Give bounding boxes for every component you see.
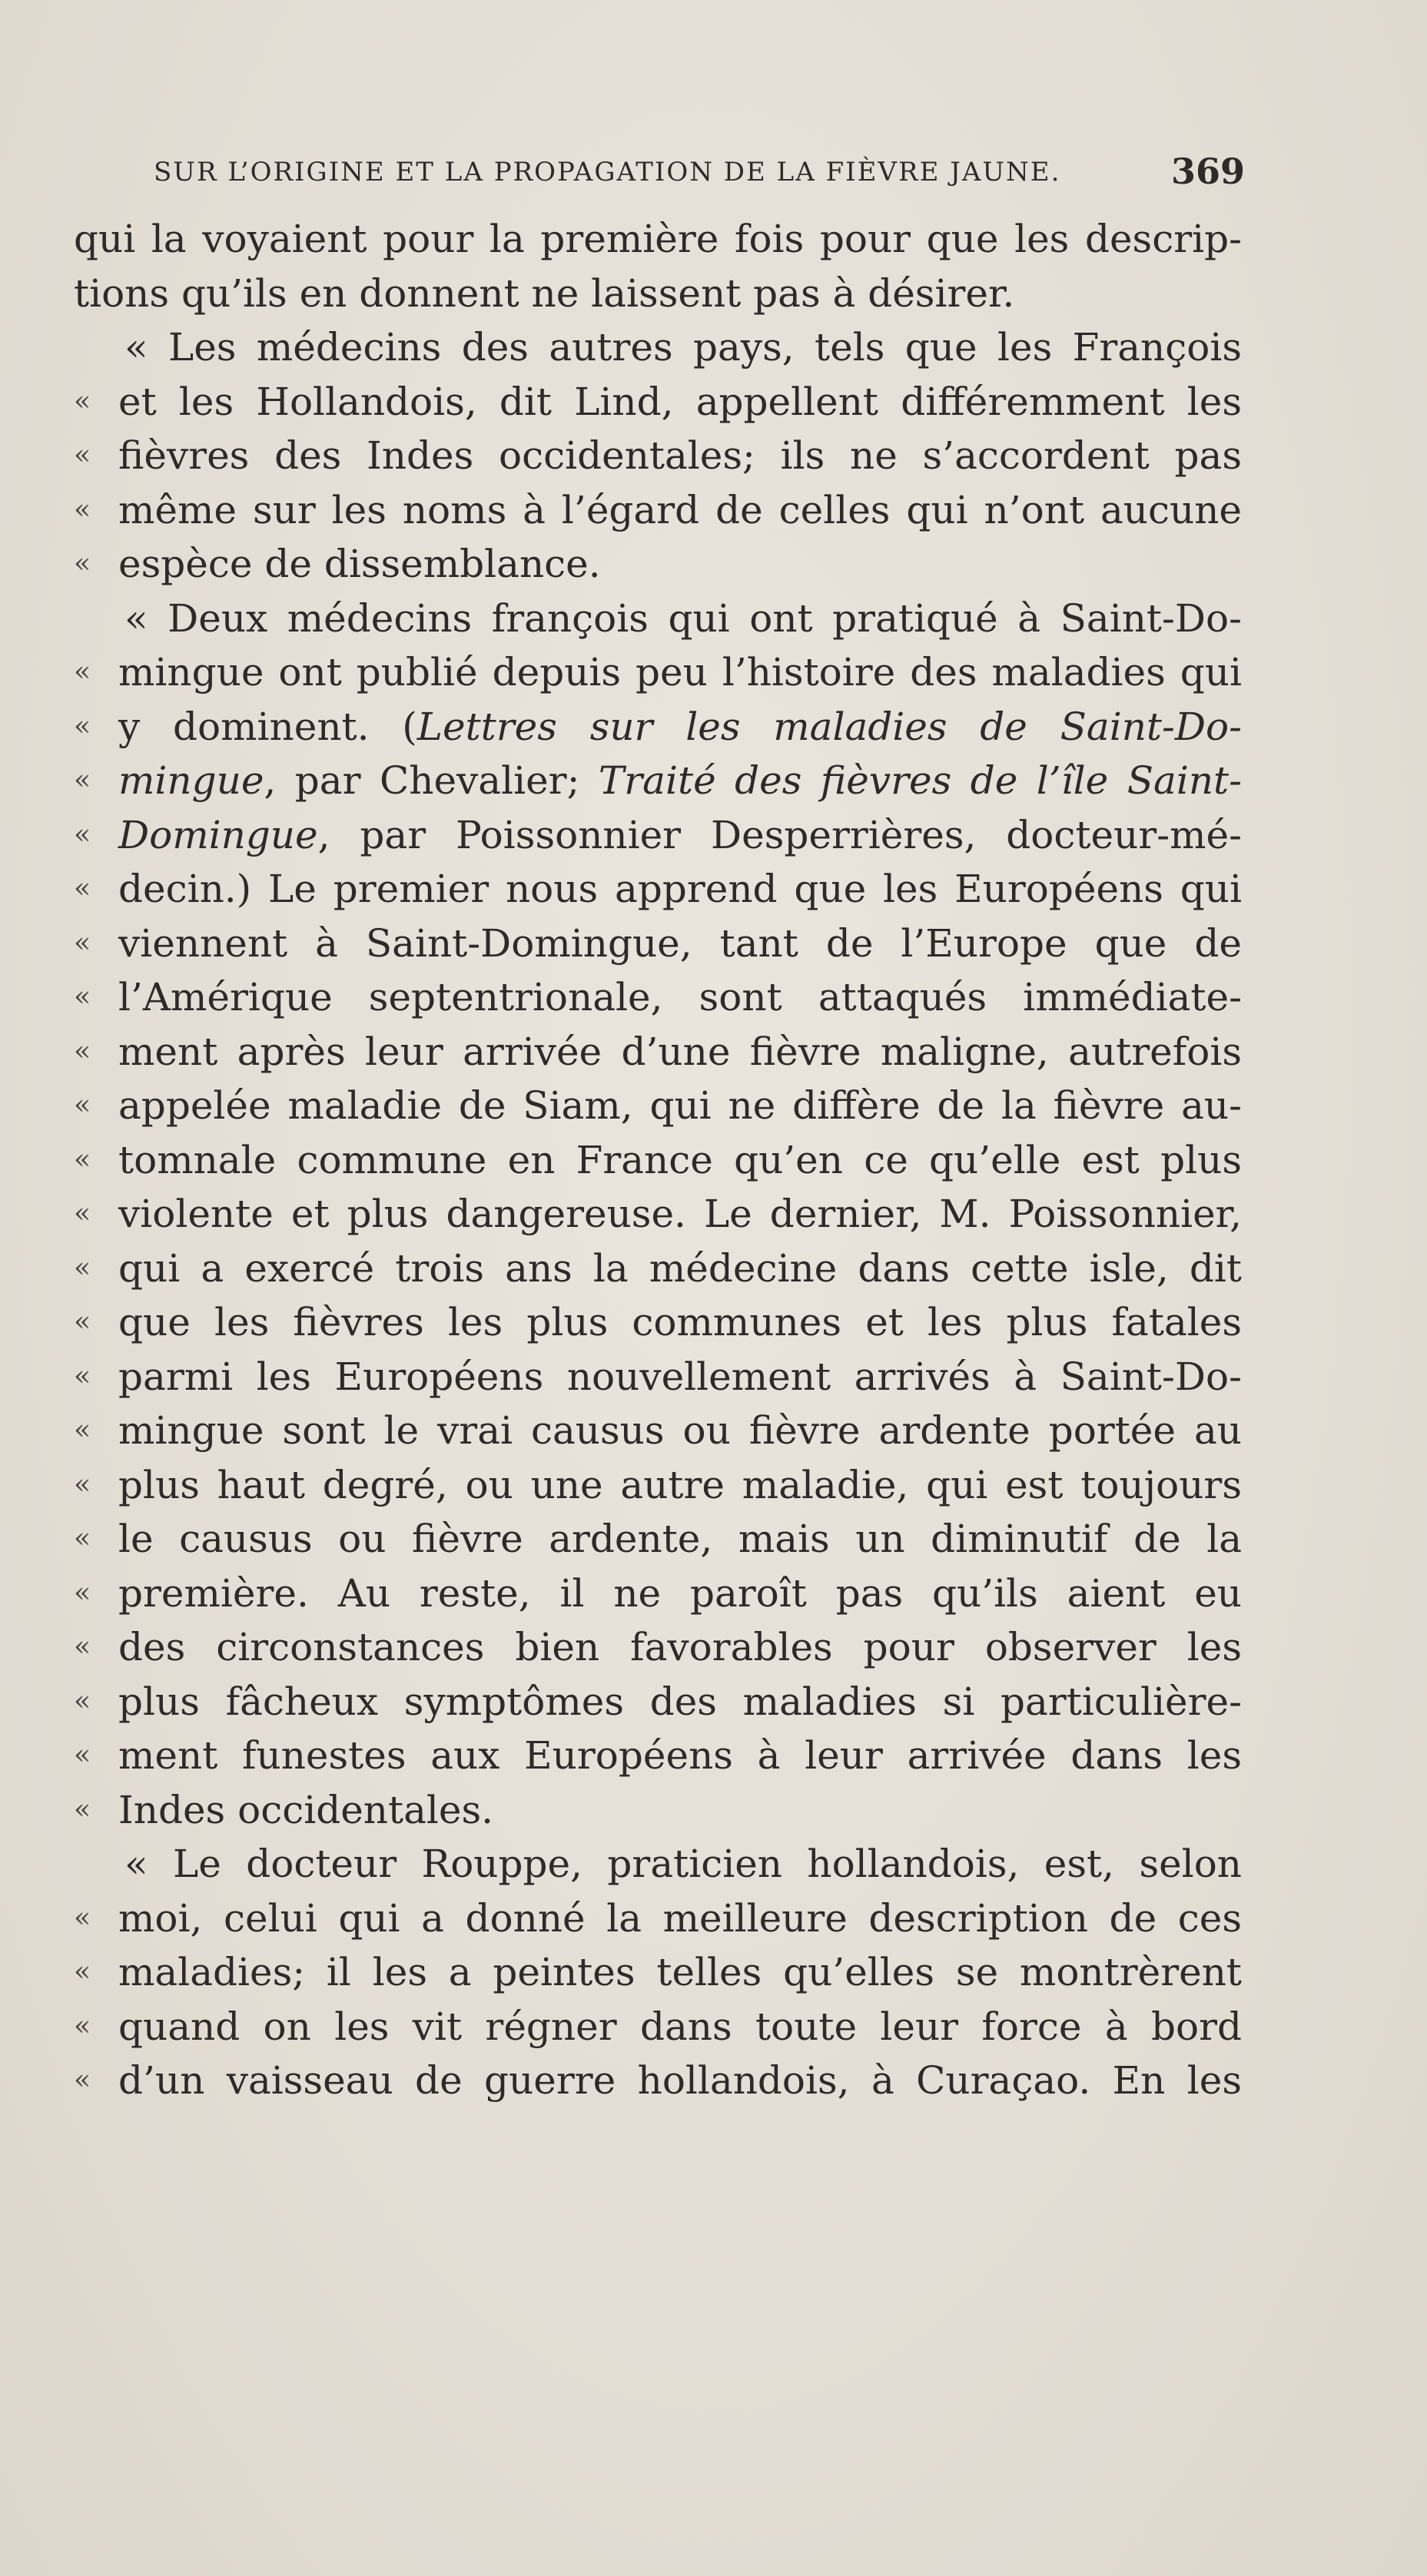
quote-mark: « [74,2064,91,2096]
quote-mark: « [74,1252,91,1284]
quoted-line: « l’Amérique septentrionale, sont attaqués immédiate- [74,970,1242,1025]
quoted-line: « qui a exercé trois ans la médecine dans cette isle, dit [74,1242,1242,1296]
quoted-line: « plus fâcheux symptômes des maladies si particulière- [74,1675,1242,1729]
quote-mark: « [74,1631,91,1663]
paragraph-start-line: « Deux médecins françois qui ont pratiqué à Saint-Do- [124,595,1242,641]
quoted-line: « mingue ont publié depuis peu l’histoire des maladies qui [74,645,1242,700]
quoted-line: « maladies; il les a peintes telles qu’elles se montrèrent [74,1945,1242,2000]
paragraph-start-line: « Les médecins des autres pays, tels que les François [124,325,1242,370]
quoted-line: « moi, celui qui a donné la meilleure description de ces [74,1891,1242,1946]
quote-mark: « [74,1523,91,1554]
quote-mark: « [74,1793,91,1825]
quote-mark: « [74,656,91,688]
quote-mark: « [74,710,91,742]
running-title: SUR L’ORIGINE ET LA PROPAGATION DE LA FIÈVRE JAUNE. [154,157,1061,187]
quoted-line: « violente et plus dangereuse. Le dernier, M. Poissonnier, [74,1187,1242,1242]
body-text [74,212,1242,2108]
quoted-line: « et les Hollandois, dit Lind, appellent différemment les [74,375,1242,429]
quoted-line: « mingue sont le vrai causus ou fièvre ardente portée au [74,1404,1242,1458]
quoted-line: « première. Au reste, il ne paroît pas qu’ils aient eu [74,1566,1242,1621]
quoted-line: « Domingue, par Poissonnier Desperrières, docteur-mé- [74,808,1242,863]
quote-mark: « [74,1089,91,1121]
quoted-line: « parmi les Européens nouvellement arrivés à Saint-Do- [74,1350,1242,1404]
italic-title: mingue [118,758,264,803]
paragraph-start-line: « Le docteur Rouppe, praticien hollandois, est, selon [124,1842,1242,1886]
text-line: qui la voyaient pour la première fois pour que les descrip- [74,217,1242,261]
quoted-line: « que les fièvres les plus communes et les plus fatales [74,1295,1242,1350]
quote-mark: « [74,1360,91,1392]
quoted-line: « Indes occidentales. [74,1783,1242,1838]
quote-mark: « [74,927,91,959]
quoted-line: « d’un vaisseau de guerre hollandois, à Curaçao. En les [74,2054,1242,2108]
quoted-line: « mingue, par Chevalier; Traité des fièvres de l’île Saint- [74,754,1242,808]
italic-title: Traité des fièvres de l’île Saint- [598,758,1243,803]
quote-mark: « [74,1468,91,1500]
quote-mark: « [74,1956,91,1988]
quoted-line: « decin.) Le premier nous apprend que les Européens qui [74,862,1242,917]
quote-mark: « [74,764,91,796]
quote-mark: « [74,1035,91,1067]
quoted-line: « viennent à Saint-Domingue, tant de l’Europe que de [74,917,1242,971]
quoted-line: « tomnale commune en France qu’en ce qu’elle est plus [74,1133,1242,1188]
quote-mark: « [74,1414,91,1446]
quote-mark: « [74,1143,91,1175]
quote-mark: « [74,2010,91,2042]
quote-mark: « [74,1306,91,1338]
quoted-line: « ment après leur arrivée d’une fièvre maligne, autrefois [74,1025,1242,1079]
quote-mark: « [74,981,91,1013]
quoted-line: « espèce de dissemblance. [74,537,1242,592]
quote-mark: « [74,818,91,850]
quote-mark: « [74,873,91,904]
quoted-line: « ment funestes aux Européens à leur arrivée dans les [74,1729,1242,1783]
quoted-line: « des circonstances bien favorables pour observer les [74,1620,1242,1675]
quoted-line: « le causus ou fièvre ardente, mais un diminutif de la [74,1512,1242,1566]
quote-mark: « [74,493,91,525]
quoted-line: « y dominent. (Lettres sur les maladies de Saint-Do- [74,700,1242,754]
quote-mark: « [74,548,91,579]
quoted-line: « appelée maladie de Siam, qui ne diffère de la fièvre au- [74,1079,1242,1133]
quote-mark: « [74,1685,91,1717]
text-line: tions qu’ils en donnent ne laissent pas à désirer. [74,270,1015,316]
quote-mark: « [74,439,91,471]
quote-mark: « [74,385,91,417]
quote-mark: « [74,1901,91,1934]
page-number: 369 [1170,151,1245,192]
running-header [154,151,1245,197]
quote-mark: « [74,1576,91,1609]
italic-title: Domingue [118,812,318,857]
italic-title: Lettres sur les maladies de Saint-Do- [416,704,1242,749]
quoted-line: « même sur les noms à l’égard de celles qui n’ont aucune [74,483,1242,538]
quote-mark: « [74,1198,91,1229]
quoted-line: « quand on les vit régner dans toute leur force à bord [74,2000,1242,2054]
quote-mark: « [74,1739,91,1771]
quoted-line: « fièvres des Indes occidentales; ils ne s’accordent pas [74,429,1242,483]
quoted-line: « plus haut degré, ou une autre maladie, qui est toujours [74,1458,1242,1513]
